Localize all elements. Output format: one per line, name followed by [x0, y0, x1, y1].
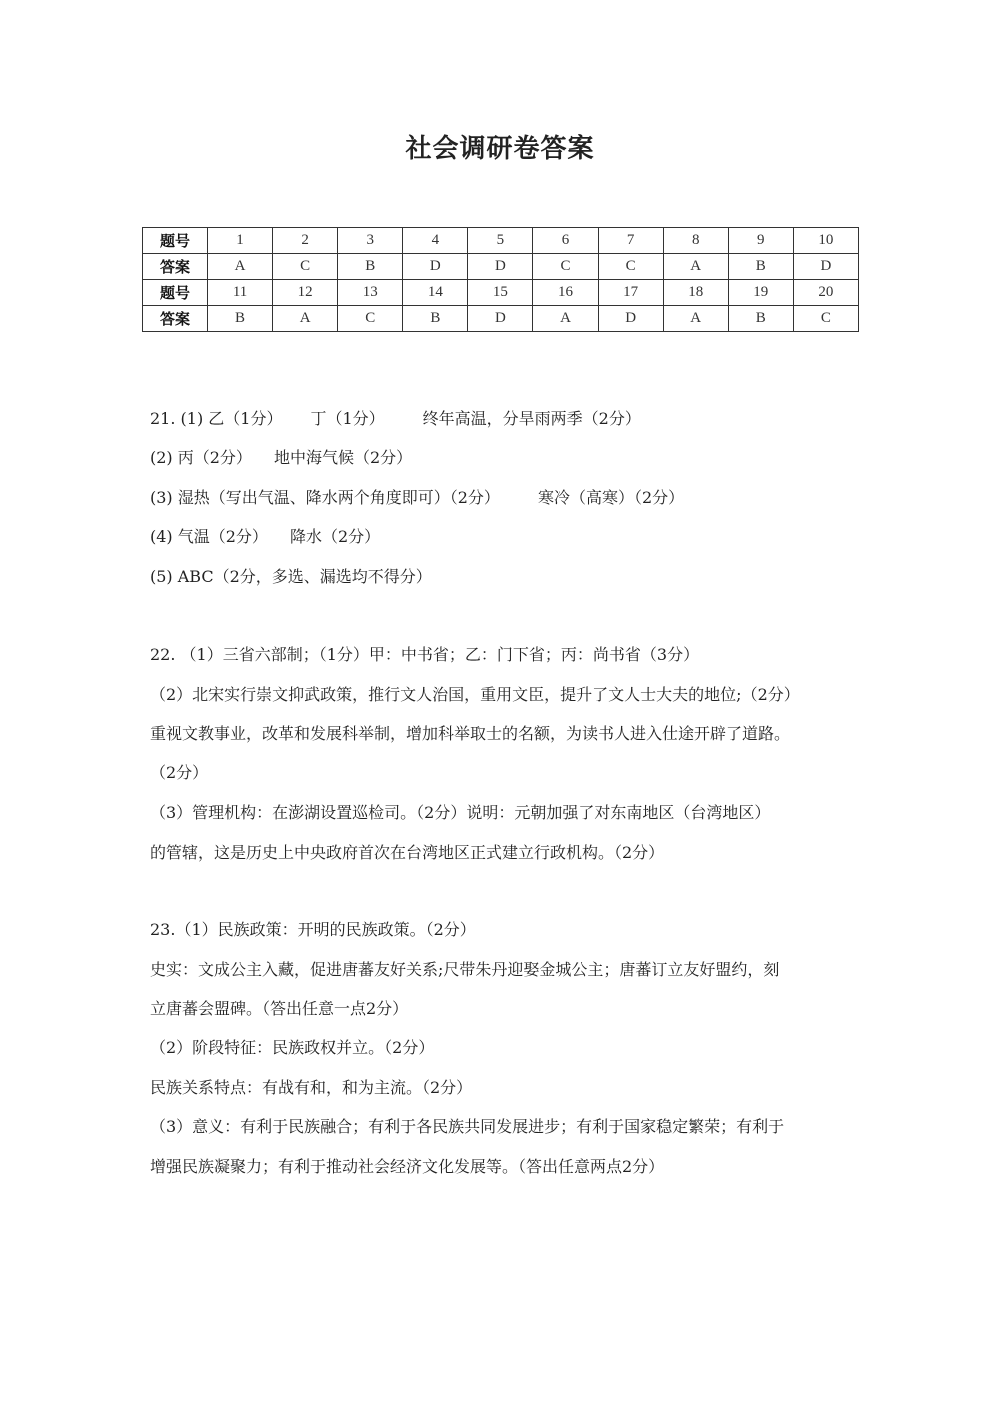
answer-cell: B [403, 306, 468, 332]
answer-cell: A [663, 306, 728, 332]
q23-line-5: 民族关系特点：有战有和，和为主流。（2分） [150, 1078, 473, 1097]
question-number-cell: 6 [533, 228, 598, 254]
question-number-cell: 1 [208, 228, 273, 254]
q21-part2-climate: 地中海气候（2分） [273, 448, 413, 467]
question-number-row [143, 228, 859, 254]
q22-line-1: 22. （1）三省六部制；（1分）甲：中书省；乙：门下省；丙：尚书省（3分） [150, 645, 700, 664]
answer-cell: D [403, 254, 468, 280]
answer-cell: B [728, 254, 793, 280]
answer-cell: D [468, 306, 533, 332]
q23-line-6: （3）意义：有利于民族融合；有利于各民族共同发展进步；有利于国家稳定繁荣；有利于 [150, 1117, 785, 1136]
question-number-cell: 12 [273, 280, 338, 306]
question-number-cell: 20 [793, 280, 858, 306]
q21-part1-yi: 21. (1) 乙（1分） [150, 409, 283, 428]
answer-label-cell: 答案 [143, 306, 208, 332]
answer-cell: A [663, 254, 728, 280]
question-number-cell: 15 [468, 280, 533, 306]
question-number-cell: 10 [793, 228, 858, 254]
question-number-cell: 11 [208, 280, 273, 306]
q22-line-2: （2）北宋实行崇文抑武政策，推行文人治国，重用文臣，提升了文人士大夫的地位;（2分） [150, 685, 800, 704]
answer-cell: C [598, 254, 663, 280]
q21-part1-ding: 丁（1分） [310, 409, 385, 428]
q22-line-3: 重视文教事业，改革和发展科举制，增加科举取士的名额，为读书人进入仕途开辟了道路。 [150, 724, 791, 743]
answer-cell: C [793, 306, 858, 332]
question-number-cell: 19 [728, 280, 793, 306]
answer-cell: B [208, 306, 273, 332]
q21-line-5: (5) ABC（2分，多选、漏选均不得分） [150, 567, 432, 586]
q21-line-4 [150, 526, 870, 548]
q21-line-2 [150, 447, 870, 469]
header-label-cell: 题号 [143, 228, 208, 254]
q21-part4-a: (4) 气温（2分） [150, 527, 268, 546]
question-number-cell: 18 [663, 280, 728, 306]
answer-label-cell: 答案 [143, 254, 208, 280]
question-number-cell: 7 [598, 228, 663, 254]
answer-cell: C [338, 306, 403, 332]
q23-line-7: 增强民族凝聚力；有利于推动社会经济文化发展等。（答出任意两点2分） [150, 1157, 665, 1176]
question-number-cell: 8 [663, 228, 728, 254]
answer-table [142, 227, 859, 332]
question-number-cell: 9 [728, 228, 793, 254]
answer-cell: B [728, 306, 793, 332]
answer-cell: A [208, 254, 273, 280]
header-label-cell: 题号 [143, 280, 208, 306]
question-number-cell: 3 [338, 228, 403, 254]
answer-cell: C [273, 254, 338, 280]
question-number-cell: 16 [533, 280, 598, 306]
question-number-row [143, 280, 859, 306]
q21-part1-climate: 终年高温，分旱雨两季（2分） [422, 409, 641, 428]
question-number-cell: 2 [273, 228, 338, 254]
answer-cell: D [598, 306, 663, 332]
q23-line-2: 史实：文成公主入藏，促进唐蕃友好关系;尺带朱丹迎娶金城公主；唐蕃订立友好盟约，刻 [150, 960, 780, 979]
q22-line-4: （2分） [150, 763, 209, 782]
q22-line-6: 的管辖，这是历史上中央政府首次在台湾地区正式建立行政机构。（2分） [150, 843, 665, 862]
question-number-cell: 14 [403, 280, 468, 306]
q23-line-4: （2）阶段特征：民族政权并立。（2分） [150, 1038, 435, 1057]
answer-row [143, 254, 859, 280]
answer-cell: A [533, 306, 598, 332]
q22-line-5: （3）管理机构：在澎湖设置巡检司。（2分）说明：元朝加强了对东南地区（台湾地区） [150, 803, 771, 822]
q23-line-1: 23.（1）民族政策：开明的民族政策。（2分） [150, 920, 476, 939]
q21-part3-b: 寒冷（高寒）（2分） [537, 488, 685, 507]
answer-row [143, 306, 859, 332]
answer-cell: D [793, 254, 858, 280]
question-number-cell: 13 [338, 280, 403, 306]
q21-line-3 [150, 487, 870, 509]
answer-cell: B [338, 254, 403, 280]
page-title: 社会调研卷答案 [405, 134, 595, 164]
q21-line-1 [150, 408, 870, 430]
answer-cell: A [273, 306, 338, 332]
q21-part2-bing: (2) 丙（2分） [150, 448, 252, 467]
q21-part4-b: 降水（2分） [289, 527, 381, 546]
answer-cell: D [468, 254, 533, 280]
q23-line-3: 立唐蕃会盟碑。（答出任意一点2分） [150, 999, 409, 1018]
question-number-cell: 5 [468, 228, 533, 254]
question-number-cell: 4 [403, 228, 468, 254]
answer-cell: C [533, 254, 598, 280]
q21-part3-a: (3) 湿热（写出气温、降水两个角度即可）（2分） [150, 488, 500, 507]
question-number-cell: 17 [598, 280, 663, 306]
